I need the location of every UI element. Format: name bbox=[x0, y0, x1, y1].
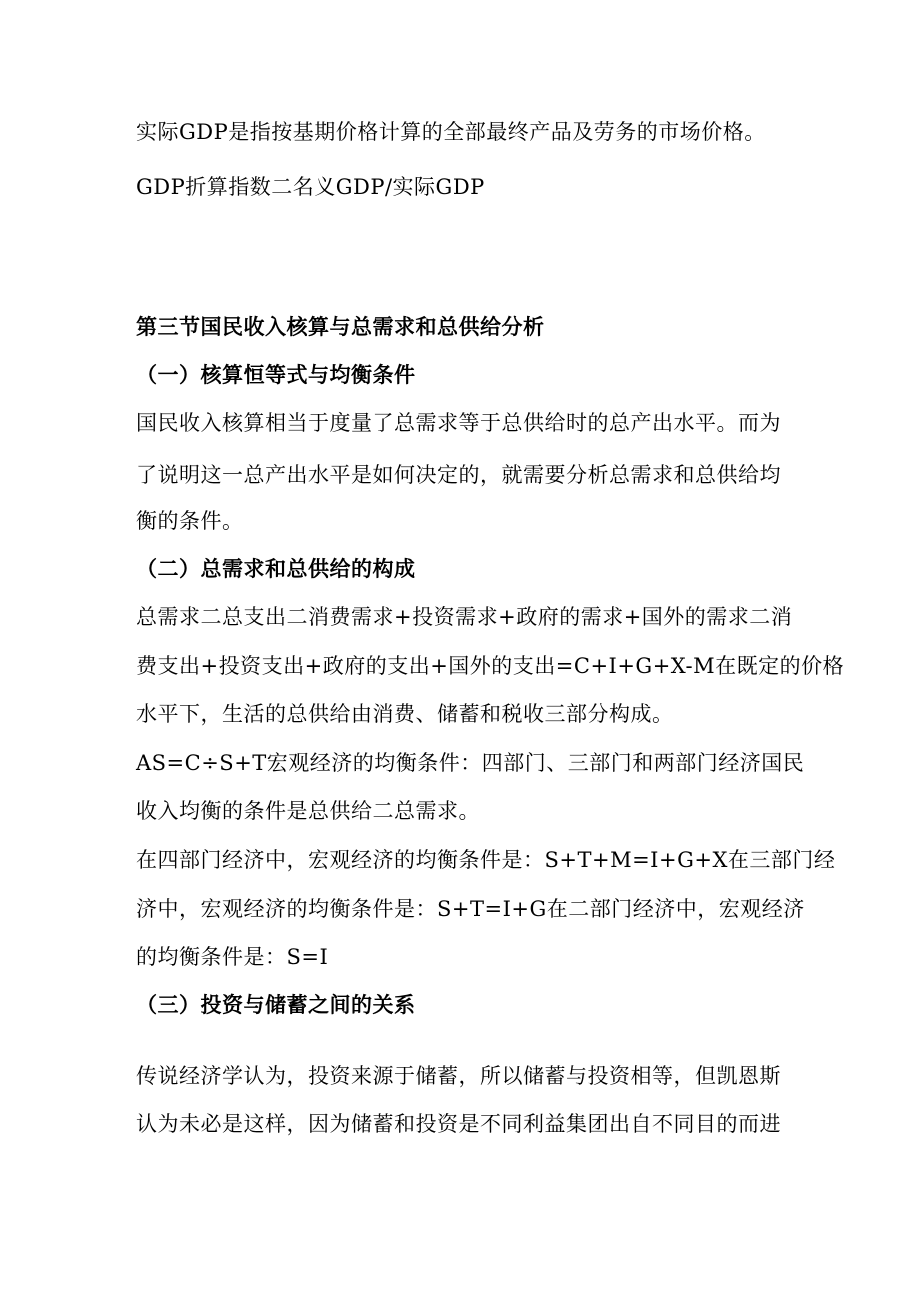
real-gdp-definition: 实际GDP是指按基期价格计算的全部最终产品及劳务的市场价格。 bbox=[136, 120, 766, 144]
paragraph-3-line-1: AS=C÷S+T宏观经济的均衡条件：四部门、三部门和两部门经济国民 bbox=[136, 751, 805, 775]
sub-heading-2: （二）总需求和总供给的构成 bbox=[136, 557, 416, 581]
paragraph-4-line-3: 的均衡条件是：S=I bbox=[136, 945, 329, 969]
paragraph-5-line-1: 传说经济学认为，投资来源于储蓄，所以储蓄与投资相等，但凯恩斯 bbox=[136, 1064, 781, 1088]
paragraph-1-line-2: 了说明这一总产出水平是如何决定的，就需要分析总需求和总供给均 bbox=[136, 463, 781, 487]
sub-heading-1: （一）核算恒等式与均衡条件 bbox=[136, 363, 416, 387]
paragraph-2-line-3: 水平下，生活的总供给由消费、储蓄和税收三部分构成。 bbox=[136, 702, 674, 726]
sub-heading-3: （三）投资与储蓄之间的关系 bbox=[136, 993, 416, 1017]
paragraph-5-line-2: 认为未必是这样，因为储蓄和投资是不同利益集团出自不同目的而进 bbox=[136, 1112, 781, 1136]
paragraph-2-line-2: 费支出+投资支出+政府的支出+国外的支出=C+I+G+X-M在既定的价格 bbox=[136, 654, 845, 678]
paragraph-1-line-3: 衡的条件。 bbox=[136, 509, 244, 533]
paragraph-3-line-2: 收入均衡的条件是总供给二总需求。 bbox=[136, 799, 480, 823]
section-title: 第三节国民收入核算与总需求和总供给分析 bbox=[136, 315, 545, 339]
paragraph-2-line-1: 总需求二总支出二消费需求+投资需求+政府的需求+国外的需求二消 bbox=[136, 605, 793, 629]
paragraph-4-line-2: 济中，宏观经济的均衡条件是：S+T=I+G在二部门经济中，宏观经济 bbox=[136, 897, 805, 921]
paragraph-1-line-1: 国民收入核算相当于度量了总需求等于总供给时的总产出水平。而为 bbox=[136, 411, 781, 435]
paragraph-4-line-1: 在四部门经济中，宏观经济的均衡条件是：S+T+M=I+G+X在三部门经 bbox=[136, 848, 836, 872]
gdp-deflator-formula: GDP折算指数二名义GDP/实际GDP bbox=[136, 175, 485, 199]
